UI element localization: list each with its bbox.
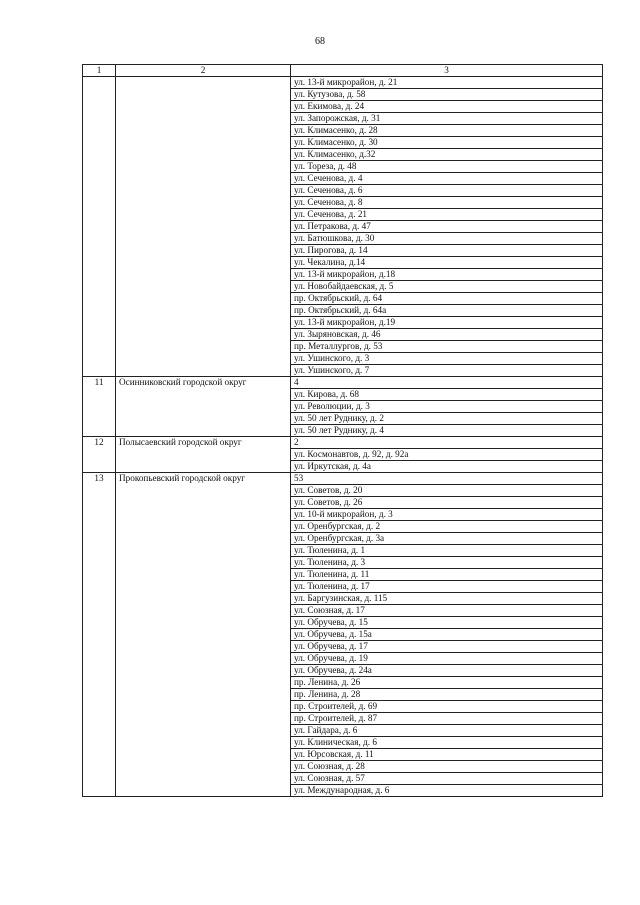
address-cell: ул. Советов, д. 26 — [291, 497, 603, 509]
address-cell: 4 — [291, 377, 603, 389]
address-cell: ул. Новобайдаевская, д. 5 — [291, 281, 603, 293]
address-cell: ул. Тюленина, д. 3 — [291, 557, 603, 569]
address-cell: ул. Юрсовская, д. 11 — [291, 749, 603, 761]
header-col-3: 3 — [291, 65, 603, 77]
address-cell: ул. Климасенко, д. 28 — [291, 125, 603, 137]
address-cell: пр. Октябрьский, д. 64а — [291, 305, 603, 317]
address-cell: ул. Иркутская, д. 4а — [291, 461, 603, 473]
address-cell: ул. 13-й микрорайон, д.18 — [291, 269, 603, 281]
address-cell: пр. Октябрьский, д. 64 — [291, 293, 603, 305]
row-number: 12 — [83, 437, 116, 473]
address-cell: ул. Сеченова, д. 8 — [291, 197, 603, 209]
address-cell: ул. 13-й микрорайон, д. 21 — [291, 77, 603, 89]
address-cell: ул. Обручева, д. 19 — [291, 653, 603, 665]
table-row — [83, 473, 603, 485]
address-cell: ул. Гайдара, д. 6 — [291, 725, 603, 737]
address-cell: ул. Союзная, д. 28 — [291, 761, 603, 773]
address-cell: ул. Запорожская, д. 31 — [291, 113, 603, 125]
address-cell: ул. Зыряновская, д. 46 — [291, 329, 603, 341]
row-number — [83, 77, 116, 377]
address-cell: ул. Пирогова, д. 14 — [291, 245, 603, 257]
table-body — [83, 77, 603, 797]
address-cell: пр. Строителей, д. 87 — [291, 713, 603, 725]
address-cell: ул. Сеченова, д. 21 — [291, 209, 603, 221]
address-table — [82, 64, 603, 797]
address-cell: ул. Сеченова, д. 4 — [291, 173, 603, 185]
address-cell: ул. Обручева, д. 17 — [291, 641, 603, 653]
row-number: 11 — [83, 377, 116, 437]
address-cell: ул. 50 лет Руднику, д. 4 — [291, 425, 603, 437]
page-number: 68 — [315, 36, 325, 47]
address-cell: ул. Союзная, д. 57 — [291, 773, 603, 785]
address-cell: ул. 50 лет Руднику, д. 2 — [291, 413, 603, 425]
address-cell: ул. Батюшкова, д. 30 — [291, 233, 603, 245]
header-col-1: 1 — [83, 65, 116, 77]
address-cell: ул. Кирова, д. 68 — [291, 389, 603, 401]
address-cell: ул. Клиническая, д. 6 — [291, 737, 603, 749]
address-cell: ул. Тюленина, д. 1 — [291, 545, 603, 557]
address-cell: ул. Тюленина, д. 11 — [291, 569, 603, 581]
address-cell: пр. Ленина, д. 28 — [291, 689, 603, 701]
address-cell: ул. Оренбургская, д. 3а — [291, 533, 603, 545]
address-cell: ул. 10-й микрорайон, д. 3 — [291, 509, 603, 521]
address-cell: ул. Климасенко, д. 30 — [291, 137, 603, 149]
address-cell: 53 — [291, 473, 603, 485]
address-cell: пр. Ленина, д. 26 — [291, 677, 603, 689]
address-cell: ул. Международная, д. 6 — [291, 785, 603, 797]
district-name: Прокопьевский городской округ — [116, 473, 291, 797]
address-cell: ул. Сеченова, д. 6 — [291, 185, 603, 197]
table-row — [83, 377, 603, 389]
address-cell: 2 — [291, 437, 603, 449]
address-cell: пр. Строителей, д. 69 — [291, 701, 603, 713]
address-cell: ул. Тореза, д. 48 — [291, 161, 603, 173]
address-cell: ул. Обручева, д. 15 — [291, 617, 603, 629]
table-row — [83, 77, 603, 89]
address-cell: ул. Обручева, д. 24а — [291, 665, 603, 677]
address-cell: ул. Обручева, д. 15а — [291, 629, 603, 641]
header-row — [83, 65, 603, 77]
district-name: Полысаевский городской округ — [116, 437, 291, 473]
address-cell: ул. Петракова, д. 47 — [291, 221, 603, 233]
district-name: Осинниковский городской округ — [116, 377, 291, 437]
address-cell: ул. Космонавтов, д. 92, д. 92а — [291, 449, 603, 461]
address-cell: ул. Союзная, д. 17 — [291, 605, 603, 617]
header-col-2: 2 — [116, 65, 291, 77]
address-cell: ул. Климасенко, д.32 — [291, 149, 603, 161]
address-cell: ул. Баргузинская, д. 115 — [291, 593, 603, 605]
address-cell: ул. Оренбургская, д. 2 — [291, 521, 603, 533]
address-cell: ул. Революции, д. 3 — [291, 401, 603, 413]
address-cell: ул. Екимова, д. 24 — [291, 101, 603, 113]
address-cell: ул. Ушинского, д. 7 — [291, 365, 603, 377]
address-cell: ул. 13-й микрорайон, д.19 — [291, 317, 603, 329]
address-cell: ул. Чекалина, д.14 — [291, 257, 603, 269]
address-cell: пр. Металлургов, д. 53 — [291, 341, 603, 353]
district-name — [116, 77, 291, 377]
address-cell: ул. Кутузова, д. 58 — [291, 89, 603, 101]
row-number: 13 — [83, 473, 116, 797]
address-cell: ул. Советов, д. 20 — [291, 485, 603, 497]
table-row — [83, 437, 603, 449]
address-cell: ул. Тюленина, д. 17 — [291, 581, 603, 593]
address-cell: ул. Ушинского, д. 3 — [291, 353, 603, 365]
